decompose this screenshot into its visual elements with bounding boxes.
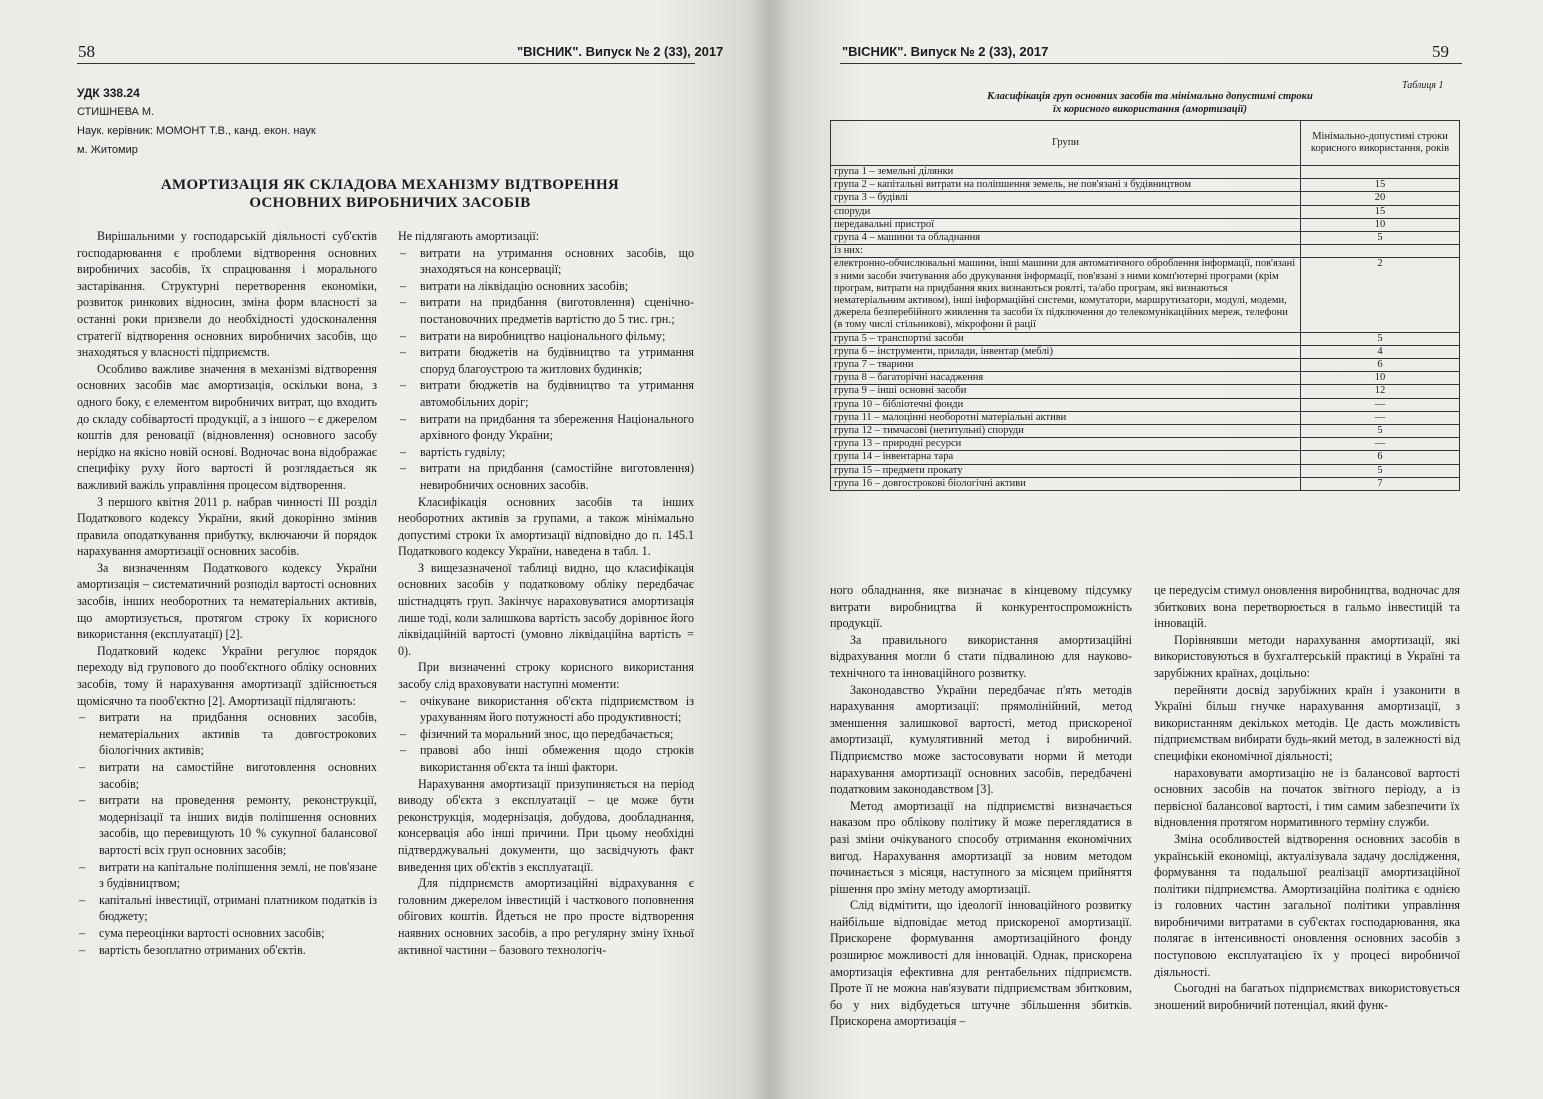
table-cell-term: —: [1301, 438, 1460, 451]
paragraph: Слід відмітити, що ідеології інноваційного розвитку найбільше відповідає метод прискореної амортизації. Прискорене формування амортизаційного фонду розширює можливості для інновацій. Однак, прискорена амортизація ефективна для рентабельних підприємств. Проте її не можна нав'язувати підприємствам збитковим, бо у них відбудеться штучне збільшення збитків. Прискорена амортизація –: [830, 898, 1132, 1029]
table-row: [831, 232, 1460, 245]
table-cell-term: 5: [1301, 464, 1460, 477]
header-terms: Мінімально-допустимі строки корисного використання, років: [1301, 121, 1460, 166]
left-page: [0, 0, 770, 1099]
table-cell-term: 10: [1301, 218, 1460, 231]
list-item: – сума переоцінки вартості основних засобів;: [77, 925, 377, 942]
table-cell-group: електронно-обчислювальні машини, інші машини для автоматичного оброблення інформації, пов'язані з ними засоби зчитування або друкування інформації, пов'язані з ними комп'ютерні програми (крім програм, витрати на придбання яких визнаються роялті, та/або програм, які визнаються нематеріальним активом), інші інформаційні системи, комутатори, маршрутизатори, модулі, модеми, джерела безперебійного живлення та засоби їх підключення до телекомунікаційних мереж, телефони (в тому числі стільникові), мікрофони й рації: [831, 258, 1301, 332]
table-cell-group: група 5 – транспортні засоби: [831, 332, 1301, 345]
table-cell-group: із них:: [831, 245, 1301, 258]
paragraph: Законодавство України передбачає п'ять методів нарахування амортизації: прямолінійний, метод зменшення залишкової вартості, метод прискореної амортизації, кумулятивний метод і виробничий. Підприємство може застосовувати норми й методи нарахування амортизації основних засобів, передбачені податковим законодавством [3].: [830, 682, 1132, 797]
table-row: [831, 245, 1460, 258]
useful-life-list: [398, 693, 694, 776]
paragraph: Метод амортизації на підприємстві визначається наказом про облікову політику й може переглядатися в разі зміни очікуваного способу отримання економічних вигод. Нарахування амортизації за новим методом починається з місяця, наступного за місяцем прийняття рішення про зміну методу амортизації.: [830, 798, 1132, 896]
table-caption: Таблиця 1: [1402, 80, 1444, 91]
table-cell-term: [1301, 245, 1460, 258]
table-cell-group: група 10 – бібліотечні фонди: [831, 398, 1301, 411]
table-cell-group: група 16 – довгострокові біологічні активи: [831, 477, 1301, 490]
table-cell-term: [1301, 166, 1460, 179]
table-row: [831, 179, 1460, 192]
table-row: [831, 398, 1460, 411]
list-item: – витрати бюджетів на будівництво та утримання автомобільних доріг;: [398, 377, 694, 410]
paragraph: ного обладнання, яке визначає в кінцевому підсумку витрати виробництва й конкурентоспроможність продукції.: [830, 583, 1132, 631]
list-item: – фізичний та моральний знос, що передбачається;: [398, 726, 694, 743]
paragraph: Порівнявши методи нарахування амортизації, які використовуються в бухгалтерській практиці в Україні та зарубіжних країнах, доцільно:: [1154, 632, 1460, 680]
table-title: [840, 90, 1460, 116]
paragraph: нараховувати амортизацію не із балансової вартості основних засобів на початок звітного періоду, а із первісної балансової вартості, і тим самим забезпечити їх відновлення протягом нормативного терміну служби.: [1154, 765, 1460, 830]
table-cell-group: група 12 – тимчасові (нетитульні) споруди: [831, 425, 1301, 438]
classification-table: [830, 120, 1460, 491]
table-row: [831, 359, 1460, 372]
table-cell-group: група 8 – багаторічні насадження: [831, 372, 1301, 385]
table-cell-term: 6: [1301, 359, 1460, 372]
paragraph: Податковий кодекс України регулює порядок переходу від групового до пооб'єктного обліку основних засобів, тому й нарахування амортизації здійснюється щомісячно та пооб'єктно [2]. Амортизації підлягають:: [77, 643, 377, 708]
table-row: [831, 218, 1460, 231]
table-row: [831, 345, 1460, 358]
table-title-line-2: їх корисного використання (амортизації): [1053, 104, 1247, 115]
header-rule-left: [77, 63, 695, 64]
paragraph: За визначенням Податкового кодексу України амортизація – систематичний розподіл вартості основних засобів, інших необоротних та нематеріальних активів, що амортизується, протягом строку їх корисного використання (експлуатації) [2].: [77, 560, 377, 642]
paragraph: Вирішальними у господарській діяльності суб'єктів господарювання є проблеми відтворення основних виробничих засобів, їх спрацювання і морального застарівання. Структурні перетворення економіки, розвиток ринкових відносин, зміна форм власності за останні роки призвели до необхідності удосконалення стратегії відтворення основних виробничих засобів, що знаходяться у власності підприємств.: [77, 229, 377, 360]
table-cell-group: група 4 – машини та обладнання: [831, 232, 1301, 245]
udk-code: УДК 338.24: [77, 86, 140, 100]
table-cell-group: група 3 – будівлі: [831, 192, 1301, 205]
supervisor: Наук. керівник: МОМОНТ Т.В., канд. екон. наук: [77, 125, 316, 137]
list-item: – витрати на виробництво національного фільму;: [398, 328, 694, 345]
table-cell-group: група 15 – предмети прокату: [831, 464, 1301, 477]
table-row: [831, 372, 1460, 385]
list-item: – витрати на самостійне виготовлення основних засобів;: [77, 759, 377, 792]
table-header-row: [831, 121, 1460, 166]
table-cell-term: 10: [1301, 372, 1460, 385]
list-item: – витрати на ліквідацію основних засобів;: [398, 278, 694, 295]
table-cell-term: 2: [1301, 258, 1460, 332]
table-cell-group: споруди: [831, 205, 1301, 218]
table-row: [831, 438, 1460, 451]
table-body: [831, 166, 1460, 491]
city: м. Житомир: [77, 144, 138, 156]
list-item: – витрати на придбання (виготовлення) сценічно-постановочних предметів вартістю до 5 тис. грн.;: [398, 294, 694, 327]
table-cell-term: —: [1301, 398, 1460, 411]
list-item: – витрати на капітальне поліпшення землі, не пов'язане з будівництвом;: [77, 859, 377, 892]
page-number-right: 59: [1432, 42, 1449, 61]
table-cell-term: 5: [1301, 232, 1460, 245]
paragraph: За правильного використання амортизаційні відрахування могли б стати підвалиною для науково-технічного та інноваційного розвитку.: [830, 632, 1132, 680]
title-line-2: ОСНОВНИХ ВИРОБНИЧИХ ЗАСОБІВ: [249, 195, 531, 211]
table-cell-group: група 13 – природні ресурси: [831, 438, 1301, 451]
paragraph: Зміна особливостей відтворення основних засобів в українській економіці, актуалізувала задачу дослідження, формування та подальшої реалізації амортизаційної політики підприємства. Амортизаційна політика є однією із головних частин загальної політики управління виробничими витратами в суб'єктах господарювання, яка полягає в інтенсивності оновлення основних засобів з поступовою експлуатацією їх у процесі виробничої діяльності.: [1154, 831, 1460, 979]
list-item: – вартість гудвілу;: [398, 444, 694, 461]
table-cell-term: 6: [1301, 451, 1460, 464]
table-row: [831, 385, 1460, 398]
list-item: – витрати на придбання основних засобів, нематеріальних активів та довгострокових біологічних активів;: [77, 709, 377, 759]
table-cell-term: 20: [1301, 192, 1460, 205]
table-cell-term: 15: [1301, 205, 1460, 218]
header-rule-right: [840, 63, 1462, 64]
table-row: [831, 192, 1460, 205]
table-row: [831, 411, 1460, 424]
not-amortized-list: [398, 245, 694, 494]
paragraph: це передусім стимул оновлення виробництва, водночас для збиткових вона перетворюється в гальмо інвестицій та інновацій.: [1154, 583, 1460, 631]
list-item: – витрати на проведення ремонту, реконструкції, модернізації та інших видів поліпшення основних засобів, що перевищують 10 % сукупної балансової вартості всіх груп основних засобів;: [77, 792, 377, 858]
left-column-1: [77, 228, 377, 958]
table-cell-group: група 6 – інструменти, прилади, інвентар (меблі): [831, 345, 1301, 358]
table-row: [831, 451, 1460, 464]
list-item: – витрати на придбання (самостійне виготовлення) невиробничих основних засобів.: [398, 460, 694, 493]
table-row: [831, 464, 1460, 477]
paragraph: Нарахування амортизації призупиняється на період виводу об'єкта з експлуатації – це може бути реконструкція, модернізація, добудова, дообладнання, консервація або інші причини. При цьому необхідні підтверджувальні документи, що засвідчують факт виведення цих об'єктів з експлуатації.: [398, 776, 694, 874]
paragraph: перейняти досвід зарубіжних країн і узаконити в Україні більш гнучке нарахування амортизації, з використанням декількох методів. Це дасть можливість підприємствам вибирати будь-який метод, в залежності від специфіки економічної діяльності;: [1154, 682, 1460, 763]
page-number-left: 58: [78, 42, 95, 61]
amortized-list: [77, 709, 377, 958]
table-cell-term: —: [1301, 411, 1460, 424]
table-cell-group: група 7 – тварини: [831, 359, 1301, 372]
table-cell-term: 7: [1301, 477, 1460, 490]
table-row: [831, 205, 1460, 218]
paragraph: З першого квітня 2011 р. набрав чинності ІІІ розділ Податкового кодексу України, який докорінно змінив правила оподаткування прибутку, включаючи й порядок нарахування амортизації основних засобів.: [77, 494, 377, 559]
paragraph: Для підприємств амортизаційні відрахування є головним джерелом інвестицій і часткового поповнення обігових коштів. Йдеться не про просте відтворення наявних основних засобів, а про регулярну зміну їхньої активної частини – базового технологіч-: [398, 876, 694, 957]
paragraph: При визначенні строку корисного використання засобу слід враховувати наступні моменти:: [398, 660, 694, 692]
table-row: [831, 425, 1460, 438]
table-cell-term: 15: [1301, 179, 1460, 192]
table-cell-group: група 14 – інвентарна тара: [831, 451, 1301, 464]
list-item: – правові або інші обмеження щодо строків використання об'єкта та інші фактори.: [398, 742, 694, 775]
table-row: [831, 332, 1460, 345]
list-item: – очікуване використання об'єкта підприємством із урахуванням його потужності або продуктивності;: [398, 693, 694, 726]
table-cell-group: група 1 – земельні ділянки: [831, 166, 1301, 179]
left-column-2: [398, 228, 694, 958]
running-head-left: "ВІСНИК". Випуск № 2 (33), 2017: [517, 44, 724, 59]
article-meta: [77, 84, 316, 160]
paragraph: Особливо важливе значення в механізмі відтворення основних засобів має амортизація, оскільки вона, з одного боку, є елементом виробничих витрат, що входить до складу собівартості продукції, а з іншого – є джерелом коштів для реновації (відновлення) основного засобу нерідко на якісно новій основі. Водночас вона відображає специфіку руху його вартості й розглядається як важливий важіль управління процесом відтворення.: [77, 361, 377, 492]
paragraph: З вищезазначеної таблиці видно, що класифікація основних засобів у податковому обліку передбачає шістнадцять груп. Закінчує нараховуватися амортизація лише тоді, коли залишкова вартість засобу дорівнює його ліквідаційній вартості (умовно ліквідаційна вартість = 0).: [398, 560, 694, 658]
paragraph: Класифікація основних засобів та інших необоротних активів за групами, а також мінімально допустимі строки їх амортизації відповідно до п. 145.1 Податкового кодексу України, наведена в табл. 1.: [398, 494, 694, 559]
table-cell-group: група 2 – капітальні витрати на поліпшення земель, не пов'язані з будівництвом: [831, 179, 1301, 192]
list-item: – витрати на придбання та збереження Національного архівного фонду України;: [398, 411, 694, 444]
table-cell-term: 5: [1301, 425, 1460, 438]
list-item: – капітальні інвестиції, отримані платником податків із бюджету;: [77, 892, 377, 925]
running-head-right: "ВІСНИК". Випуск № 2 (33), 2017: [842, 44, 1049, 59]
header-groups: Групи: [831, 121, 1301, 166]
table-row: [831, 166, 1460, 179]
right-page: [770, 0, 1543, 1099]
table-cell-group: передавальні пристрої: [831, 218, 1301, 231]
table-cell-term: 5: [1301, 332, 1460, 345]
table-cell-term: 4: [1301, 345, 1460, 358]
table-cell-group: група 11 – малоцінні необоротні матеріальні активи: [831, 411, 1301, 424]
list-item: – витрати бюджетів на будівництво та утримання споруд благоустрою та житлових будинків;: [398, 344, 694, 377]
right-column-1: [830, 582, 1132, 1030]
author-name: СТИШНЕВА М.: [77, 106, 155, 118]
list-item: – вартість безоплатно отриманих об'єктів.: [77, 942, 377, 959]
article-title: [90, 176, 690, 212]
list-item: – витрати на утримання основних засобів, що знаходяться на консервації;: [398, 245, 694, 278]
paragraph: Сьогодні на багатьох підприємствах використовується зношений виробничий потенціал, який функ-: [1154, 981, 1460, 1012]
table-row: [831, 258, 1460, 332]
table-title-line-1: Класифікація груп основних засобів та мінімально допустимі строки: [987, 91, 1313, 102]
title-line-1: АМОРТИЗАЦІЯ ЯК СКЛАДОВА МЕХАНІЗМУ ВІДТВОРЕННЯ: [160, 177, 620, 193]
right-column-2: [1154, 582, 1460, 1013]
table-row: [831, 477, 1460, 490]
paragraph: Не підлягають амортизації:: [398, 229, 540, 243]
table-cell-group: група 9 – інші основні засоби: [831, 385, 1301, 398]
table-cell-term: 12: [1301, 385, 1460, 398]
